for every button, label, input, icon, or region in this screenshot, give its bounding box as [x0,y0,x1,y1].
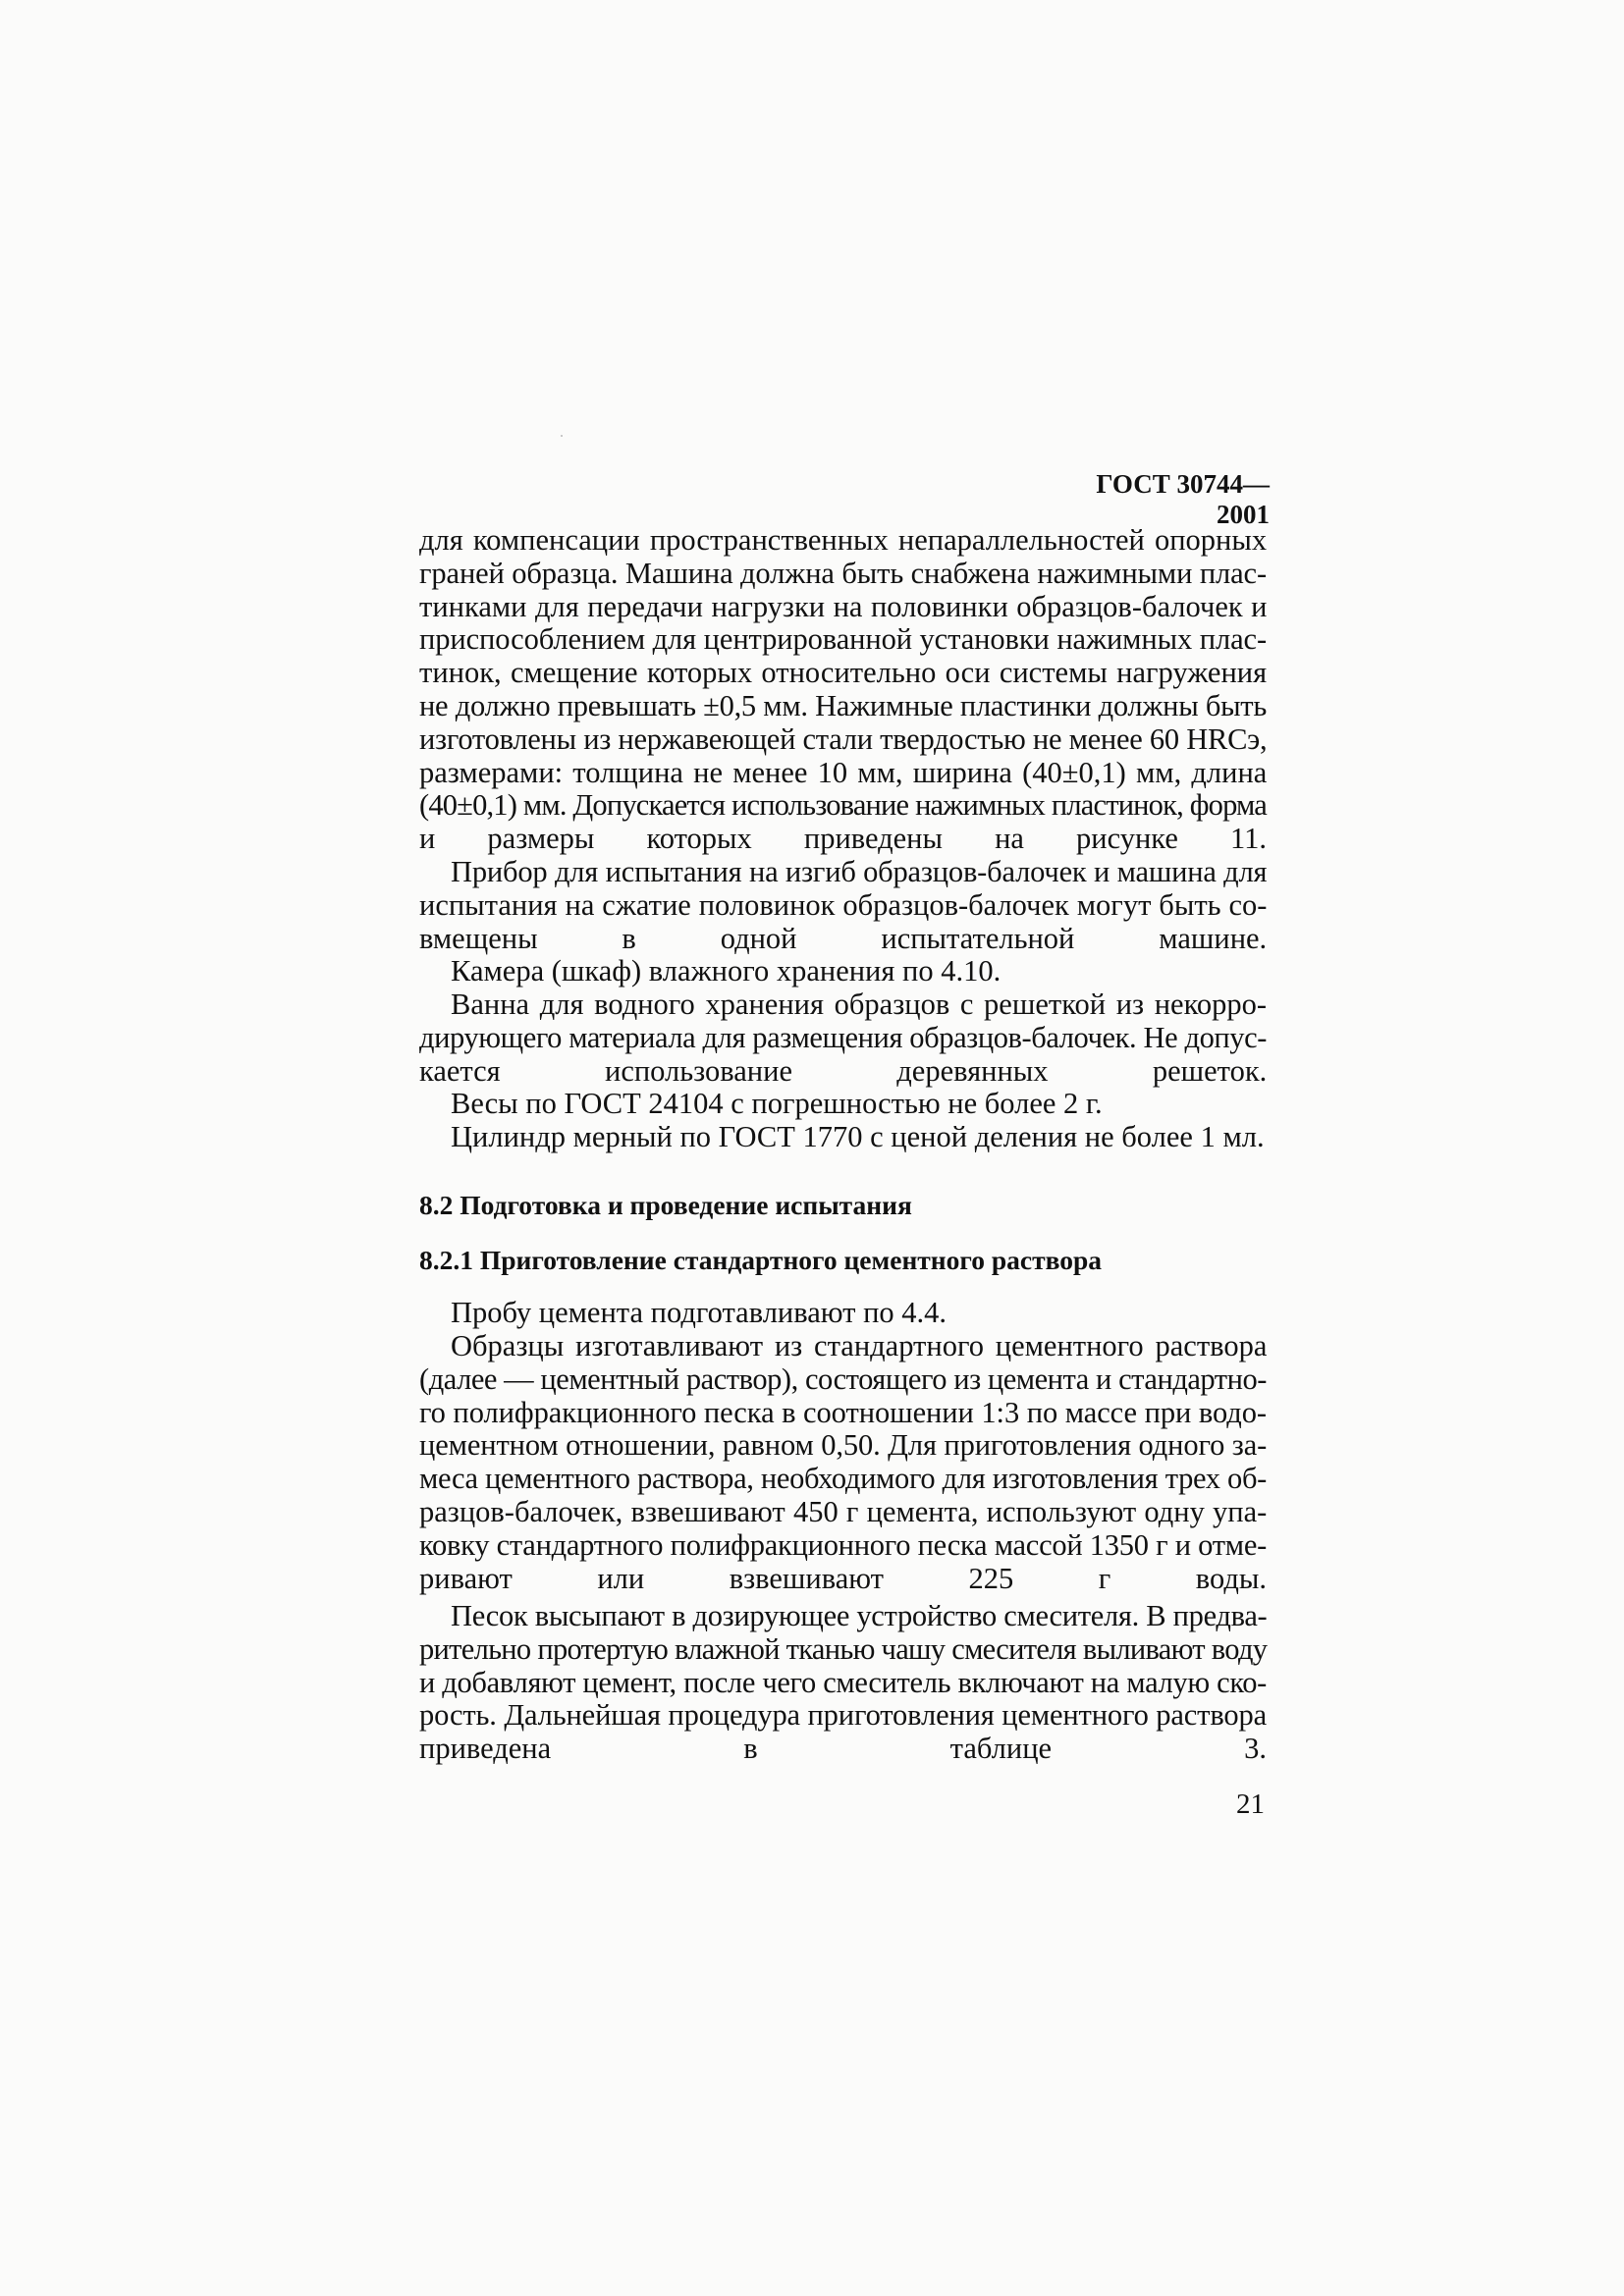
paragraph-combined-machine [419,856,1267,955]
text-line: разцов-балочек, взвешивают 450 г цемента, используют одну упа- [419,1494,1268,1528]
paragraph-water-bath [419,988,1267,1088]
text-line: граней образца. Машина должна быть снабжена нажимными плас- [419,556,1268,590]
text-line: и добавляют цемент, после чего смеситель включают на малую ско- [419,1665,1267,1699]
text-line: (далее — цементный раствор), состоящего из цемента и стандартно- [419,1362,1267,1396]
text-line: рость. Дальнейшая процедура приготовления цементного раствора [419,1698,1267,1733]
text-line: Цилиндр мерный по ГОСТ 1770 с ценой деления не более 1 мл. [451,1120,1265,1153]
text-line: Песок высыпают в дозирующее устройство смесителя. В предва- [451,1599,1268,1632]
text-line: не должно превышать ±0,5 мм. Нажимные пластинки должны быть [419,688,1267,722]
paragraph-cement-sample [419,1297,1267,1330]
paragraph-scales [419,1088,1267,1121]
paragraph-cylinder [419,1121,1267,1154]
paragraph-mixing-procedure [419,1600,1267,1766]
text-line: размерами: толщина не менее 10 мм, ширина (40±0,1) мм, длина [419,755,1268,789]
text-line: кается использование деревянных решеток. [419,1053,1268,1088]
text-line: Ванна для водного хранения образцов с решеткой из некорро- [451,988,1267,1021]
text-line: приведена в таблице 3. [419,1732,1267,1766]
document-code-header: ГОСТ 30744—2001 [1096,469,1270,529]
text-line: ковку стандартного полифракционного песка массой 1350 г и отме- [419,1527,1267,1562]
text-line: тинок, смещение которых относительно оси системы нагружения [419,656,1268,690]
text-line: для компенсации пространственных непараллельностей опорных [419,523,1268,557]
text-line: дирующего материала для размещения образцов-балочек. Не допус- [419,1020,1267,1054]
paragraph-machine-plates [419,524,1267,856]
text-line: вмещены в одной испытательной машине. [419,921,1268,955]
text-line: изготовлены из нержавеющей стали твердостью не менее 60 HRCэ, [419,721,1268,756]
section-heading-8-2: 8.2 Подготовка и проведение испытания [419,1190,912,1220]
paragraph-specimen-preparation [419,1330,1267,1595]
scan-speck [561,435,563,437]
text-line: меса цементного раствора, необходимого для изготовления трех об- [419,1462,1267,1496]
text-line: го полифракционного песка в соотношении 1:3 по массе при водо- [419,1395,1267,1429]
paragraph-humidity-chamber [419,955,1267,988]
text-line: ривают или взвешивают 225 г воды. [419,1561,1267,1595]
text-line: тинками для передачи нагрузки на половинки образцов-балочек и [419,589,1268,623]
text-line: и размеры которых приведены на рисунке 11. [419,822,1267,856]
text-line: приспособлением для центрированной установки нажимных плас- [419,622,1267,657]
text-line: Прибор для испытания на изгиб образцов-балочек и машина для [451,855,1268,888]
text-line: цементном отношении, равном 0,50. Для приготовления одного за- [419,1428,1268,1463]
section-heading-8-2-1: 8.2.1 Приготовление стандартного цементного раствора [419,1245,1103,1275]
text-line: (40±0,1) мм. Допускается использование нажимных пластинок, форма [419,788,1267,823]
text-line: Пробу цемента подготавливают по 4.4. [451,1296,947,1329]
text-line: Весы по ГОСТ 24104 с погрешностью не более 2 г. [451,1087,1103,1120]
text-line: Образцы изготавливают из стандартного цементного раствора [451,1329,1268,1362]
page-number: 21 [1236,1789,1265,1820]
text-line: испытания на сжатие половинок образцов-балочек могут быть со- [419,887,1268,922]
text-line: рительно протертую влажной тканью чашу смесителя выливают воду [419,1631,1268,1666]
text-line: Камера (шкаф) влажного хранения по 4.10. [451,954,1001,988]
